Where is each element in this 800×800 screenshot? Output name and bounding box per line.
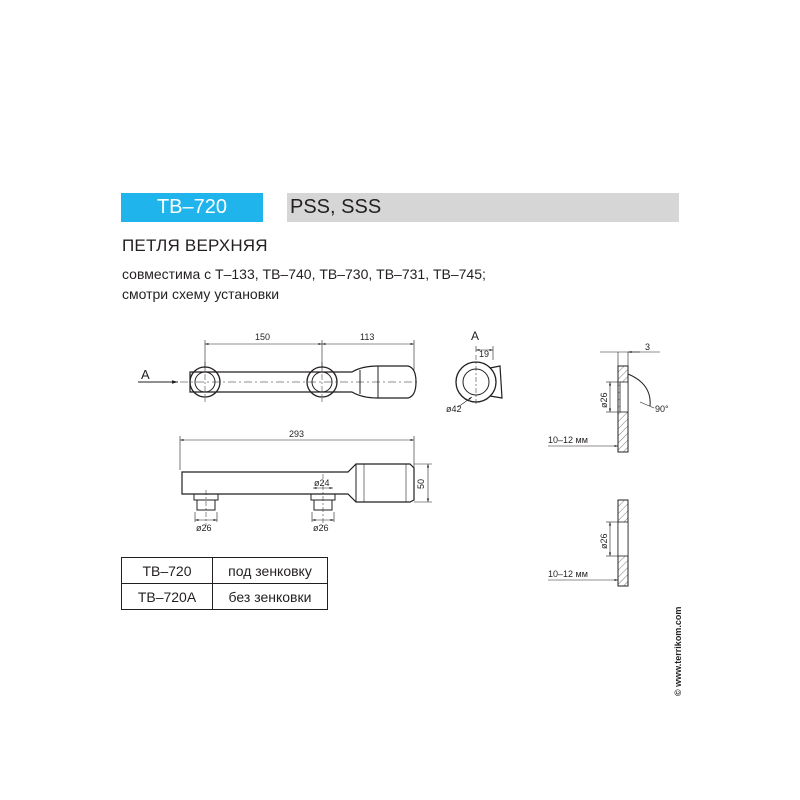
variant-row	[122, 584, 328, 610]
variant-description: под зенковку	[213, 558, 328, 584]
variant-description: без зенковки	[213, 584, 328, 610]
install-top-dim-glass: 10–12 мм	[548, 435, 588, 445]
dim-bush-d-right: ø26	[313, 523, 329, 533]
compatibility-text: совместима с Т–133, ТВ–740, ТВ–730, ТВ–731, ТВ–745;	[122, 266, 486, 282]
dim-end-d: ø42	[446, 404, 462, 414]
dim-end-w: 19	[479, 349, 490, 359]
install-dim-angle: 90°	[655, 404, 669, 414]
variants-table	[121, 557, 328, 610]
dim-length: 293	[289, 429, 305, 439]
dim-span-2: 113	[360, 332, 375, 342]
copyright-text: © www.terrikom.com	[673, 606, 683, 696]
variant-code: ТВ–720	[122, 558, 213, 584]
dim-pin-d: ø24	[314, 478, 330, 488]
dim-bush-d-left: ø26	[196, 523, 212, 533]
model-code-badge: ТВ–720	[121, 193, 263, 222]
install-top-dim-hole: ø26	[599, 392, 609, 408]
section-label-a: А	[471, 329, 480, 343]
dim-height: 50	[416, 478, 426, 489]
dim-span-1: 150	[255, 332, 271, 342]
variant-row	[122, 558, 328, 584]
side-view	[180, 436, 432, 526]
install-dim-thickness: 3	[645, 342, 651, 352]
finish-codes-bar: PSS, SSS	[287, 193, 679, 222]
install-bottom-dim-glass: 10–12 мм	[548, 569, 588, 579]
view-label-a: А	[141, 367, 150, 382]
install-bottom-dim-hole: ø26	[599, 533, 609, 549]
variant-code: ТВ–720А	[122, 584, 213, 610]
product-title: ПЕТЛЯ ВЕРХНЯЯ	[122, 236, 268, 255]
scheme-note: смотри схему установки	[122, 286, 280, 302]
top-view	[138, 340, 420, 402]
